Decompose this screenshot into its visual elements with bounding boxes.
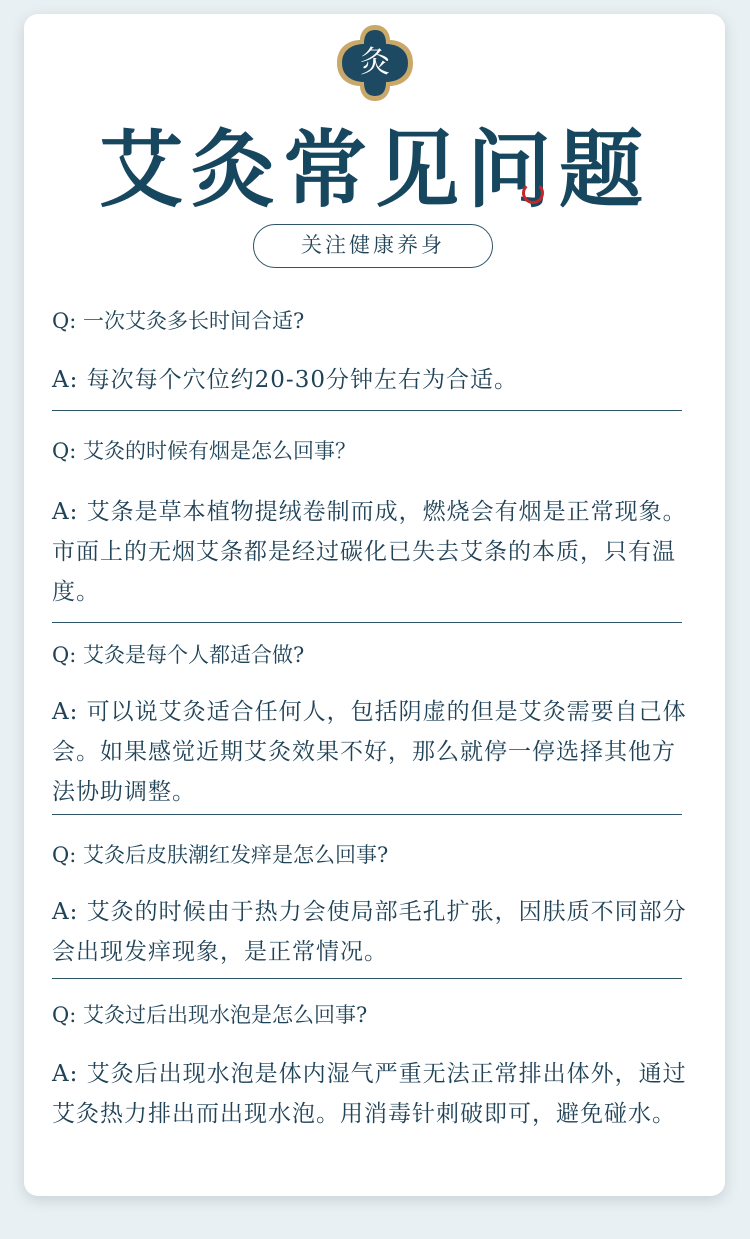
faq-question: Q: 一次艾灸多长时间合适? (52, 309, 305, 333)
page-title: 艾灸常见问题 (98, 120, 651, 219)
faq-answer-block (52, 360, 697, 400)
faq-question: Q: 艾灸过后出现水泡是怎么回事? (52, 1003, 368, 1027)
faq-item (52, 436, 697, 466)
badge (334, 22, 416, 104)
faq-answer-block (52, 892, 697, 972)
divider (52, 410, 682, 411)
faq-answer: A: 艾灸的时候由于热力会使局部毛孔扩张，因肤质不同部分会出现发痒现象，是正常情况。 (52, 899, 687, 965)
subtitle-pill: 关注健康养身 (253, 224, 493, 268)
red-seal-icon (522, 182, 544, 204)
faq-answer: A: 每次每个穴位约20-30分钟左右为合适。 (52, 367, 518, 393)
faq-question: Q: 艾灸后皮肤潮红发痒是怎么回事? (52, 843, 389, 867)
faq-answer-block (52, 492, 697, 612)
faq-answer-block (52, 692, 697, 812)
faq-question: Q: 艾灸的时候有烟是怎么回事？ (52, 439, 356, 463)
faq-answer: A: 可以说艾灸适合任何人，包括阴虚的但是艾灸需要自己体会。如果感觉近期艾灸效果不好，那么就停一停选择其他方法协助调整。 (52, 699, 687, 805)
faq-item (52, 1000, 697, 1030)
faq-answer-block (52, 1054, 697, 1134)
faq-question: Q: 艾灸是每个人都适合做? (52, 643, 305, 667)
faq-answer: A: 艾条是草本植物提绒卷制而成，燃烧会有烟是正常现象。市面上的无烟艾条都是经过碳化已失去艾条的本质，只有温度。 (52, 499, 687, 605)
badge-character: 灸 (360, 45, 390, 80)
faq-item (52, 840, 697, 870)
faq-item (52, 306, 697, 336)
divider (52, 978, 682, 979)
faq-item (52, 640, 697, 670)
faq-answer: A: 艾灸后出现水泡是体内湿气严重无法正常排出体外，通过艾灸热力排出而出现水泡。用消毒针刺破即可，避免碰水。 (52, 1061, 687, 1127)
divider (52, 622, 682, 623)
divider (52, 814, 682, 815)
